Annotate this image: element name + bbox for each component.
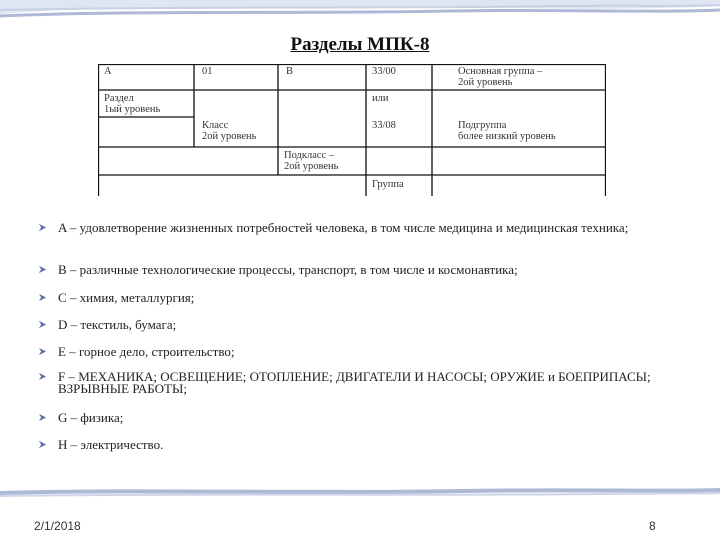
diagram-cell-section: Раздел	[104, 93, 134, 104]
diagram-cell-subclass-level: 2ой уровень	[284, 161, 339, 172]
arrow-bullet-icon	[38, 413, 47, 422]
arrow-bullet-icon	[38, 347, 47, 356]
arrow-bullet-icon	[38, 293, 47, 302]
arrow-bullet-icon	[38, 440, 47, 449]
diagram-cell-main-group-level: 2ой уровень	[458, 77, 513, 88]
diagram-cell-class-level: 2ой уровень	[202, 131, 257, 142]
mpk-structure-diagram	[98, 64, 606, 196]
diagram-cell-class-code: 01	[202, 66, 213, 77]
diagram-cell-section-level: 1ый уровень	[104, 104, 161, 115]
list-item	[58, 292, 688, 304]
list-item	[58, 264, 688, 276]
bottom-brush-stroke	[0, 484, 720, 500]
footer-page-number: 8	[649, 519, 656, 533]
arrow-bullet-icon	[38, 223, 47, 232]
diagram-cell-subclass: Подкласс –	[284, 150, 335, 161]
list-item	[58, 371, 688, 395]
list-item-text: H – электричество.	[58, 437, 164, 452]
list-item-text: D – текстиль, бумага;	[58, 317, 177, 332]
diagram-cell-section-code: A	[104, 66, 112, 77]
list-item-text: B – различные технологические процессы, транспорт, в том числе и космонавтика;	[58, 262, 518, 277]
list-item	[58, 439, 688, 451]
diagram-cell-group: Группа	[372, 179, 404, 190]
list-item	[58, 412, 688, 424]
diagram-cell-class: Класс	[202, 120, 229, 131]
list-item	[58, 319, 688, 331]
arrow-bullet-icon	[38, 320, 47, 329]
diagram-cell-subgroup-level: более низкий уровень	[458, 131, 556, 142]
diagram-cell-subgroup-code: 33/08	[372, 120, 396, 131]
footer-date: 2/1/2018	[34, 519, 81, 533]
list-item-text: G – физика;	[58, 410, 124, 425]
slide-title: Разделы МПК-8	[290, 34, 430, 55]
arrow-bullet-icon	[38, 265, 47, 274]
top-brush-stroke	[0, 0, 720, 22]
arrow-bullet-icon	[38, 372, 47, 381]
diagram-cell-subgroup: Подгруппа	[458, 120, 507, 131]
list-item	[58, 346, 688, 358]
diagram-grid-lines	[98, 64, 606, 196]
diagram-cell-or: или	[372, 93, 389, 104]
diagram-cell-group-code: 33/00	[372, 66, 396, 77]
list-item	[58, 222, 688, 234]
list-item-text: A – удовлетворение жизненных потребностей человека, в том числе медицина и медицинская техника;	[58, 220, 629, 235]
list-item-text: C – химия, металлургия;	[58, 290, 195, 305]
list-item-text: F – МЕХАНИКА; ОСВЕЩЕНИЕ; ОТОПЛЕНИЕ; ДВИГАТЕЛИ И НАСОСЫ; ОРУЖИЕ и БОЕПРИПАСЫ; ВЗРЫВНЫЕ РАБОТЫ;	[58, 369, 651, 396]
list-item-text: E – горное дело, строительство;	[58, 344, 235, 359]
diagram-cell-subclass-code: B	[286, 66, 294, 77]
diagram-cell-main-group: Основная группа –	[458, 66, 543, 77]
